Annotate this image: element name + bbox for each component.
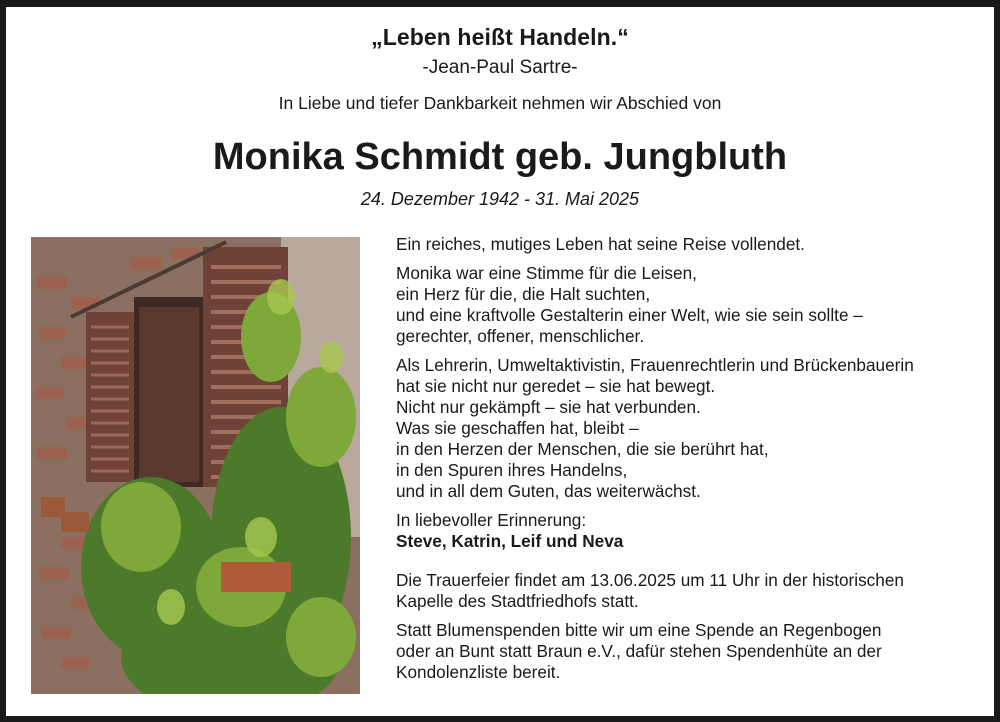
paragraph-1: Ein reiches, mutiges Leben hat seine Reise vollendet. <box>396 234 805 254</box>
donation-info: Statt Blumenspenden bitte wir um eine Spende an Regenbogen oder an Bunt statt Braun e.V., dafür stehen Spendenhüte an der Kondolenzliste bereit. <box>396 620 882 682</box>
life-dates: 24. Dezember 1942 - 31. Mai 2025 <box>360 189 640 209</box>
obituary-text <box>396 234 966 691</box>
quote: „Leben heißt Handeln.“ <box>371 24 629 50</box>
remembrance-label: In liebevoller Erinnerung: <box>396 510 587 530</box>
deceased-name: Monika Schmidt geb. Jungbluth <box>212 136 788 178</box>
remembrance-block <box>396 510 966 552</box>
paragraph-3: Als Lehrerin, Umweltaktivistin, Frauenrechtlerin und Brückenbauerin hat sie nicht nur geredet – sie hat bewegt. Nicht nur gekämpft – sie hat verbunden. Was sie geschaffen hat, bleibt – in den Herzen der Menschen, die sie berührt hat, in den Spuren ihres Handelns, und in all dem Guten, das weiterwächst. <box>396 355 914 501</box>
intro-line: In Liebe und tiefer Dankbarkeit nehmen wir Abschied von <box>278 93 722 113</box>
funeral-info: Die Trauerfeier findet am 13.06.2025 um 11 Uhr in der historischen Kapelle des Stadtfriedhofs statt. <box>396 570 904 611</box>
quote-author: -Jean-Paul Sartre- <box>422 57 578 78</box>
memorial-photo <box>31 237 360 694</box>
paragraph-2: Monika war eine Stimme für die Leisen, ein Herz für die, die Halt suchten, und eine kraftvolle Gestalterin einer Welt, wie sie sein sollte – gerechter, offener, menschlicher. <box>396 263 863 346</box>
window-shutters-plants-image <box>31 237 360 694</box>
mourners-names: Steve, Katrin, Leif und Neva <box>396 531 624 551</box>
